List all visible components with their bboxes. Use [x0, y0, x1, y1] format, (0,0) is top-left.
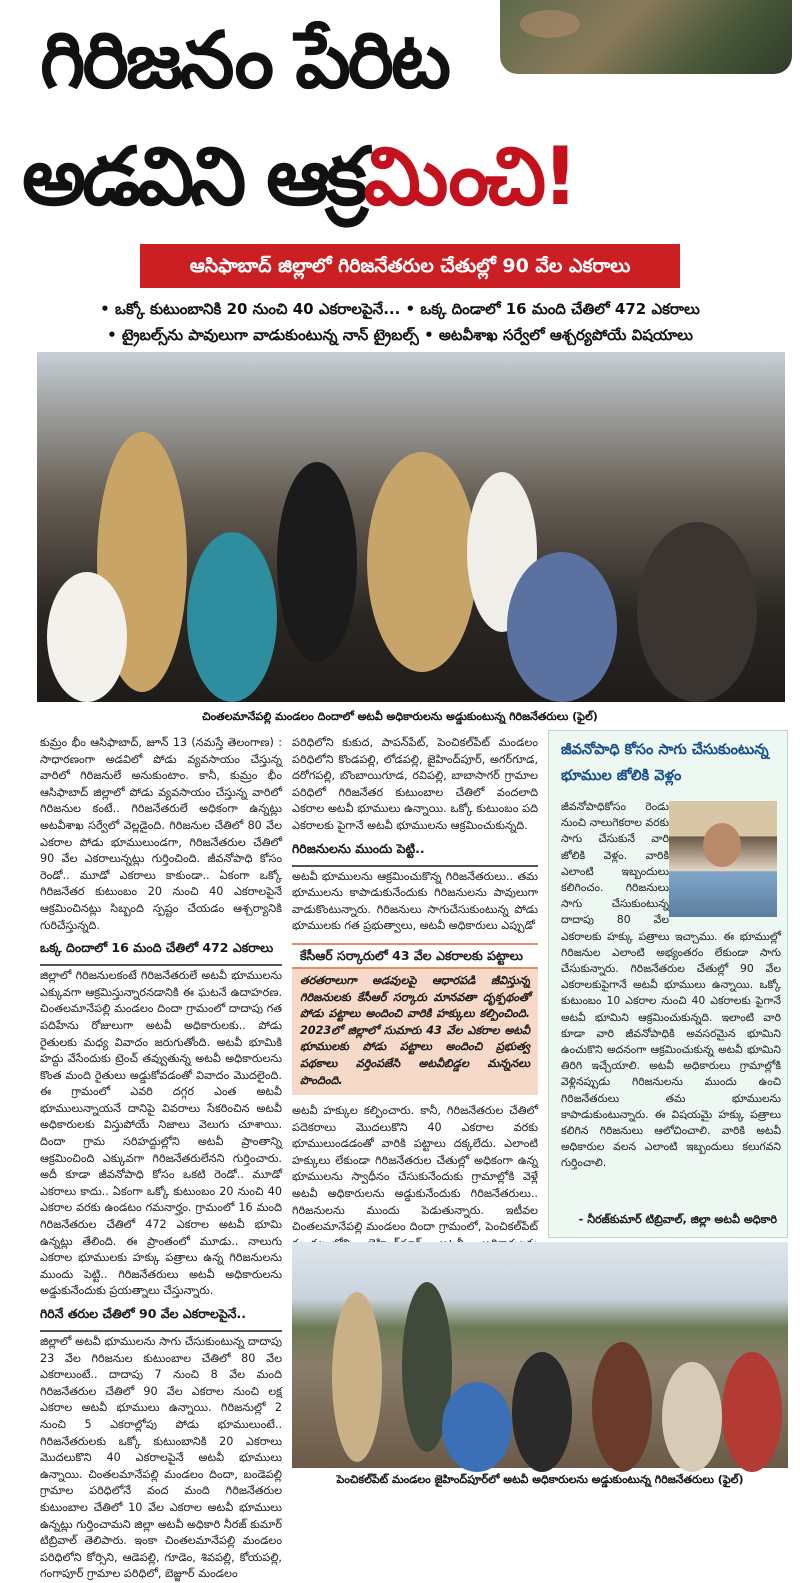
col2-para-3: అటవీ హక్కుల కల్పించారు. కానీ, గిరిజనేతరుల చేతిలో పదెకరాలు మొదలుకొని 40 ఎకరాల వరకు భూములుండడంతో వారికి పట్టాలు దక్కలేదు. ఎలాంటి హక్కులు లేకుండా గిరిజనేతరుల చేతుల్లో అధికంగా ఉన్న భూములను స్వాధీనం చేసుకునేందుకు గ్రామాల్లోకి వెళ్లే అటవీ అధికారులను అడ్డుకునేందుకు గిరిజనేతరులు.. గిరిజనులను ముందు పెడుతున్నారు. ఇటీవల చింతలమానేపల్లి మండలం దిందా గ్రామంలో, పెంచికల్‌పేట్‌	[292, 1104, 538, 1234]
highlight-line-2: • ట్రైబల్స్‌ను పావులుగా వాడుకుంటున్న నాన్‌ ట్రైబల్స్‌ • అటవీశాఖ సర్వేలో ఆశ్చర్యపోయే విషయాలు	[107, 326, 693, 344]
col1-para-3: జిల్లాలో అటవీ భూములను సాగు చేసుకుంటున్న దాదాపు 23 వేల గిరిజనుల కుటుంబాల చేతిలో 80 వేల ఎకరాలుంటే.. దాదాపు 7 నుంచి 8 వేల మంది గిరిజనేతరుల చేతిలో 90 వేల ఎకరాల నుంచి లక్ష ఎకరాల అటవీ భూములు ఉన్నాయి. గిరిజనుల్లో 2 నుంచి 5 ఎకరాల్లోపు పోడు భూములుంటే.. గిరిజనేతరులకు ఒక్కో కుటుంబానికి 20 ఎకరాలు మొదలుకొని 40 ఎకరాలపైనే అటవీ భూములు ఉన్నాయి. చింతలమానేపల్లి మండలం దిందా, బండెపల్లి గ్రామాల పరిధిలోనే వంద మంది గిరిజనేతరుల కుటుంబాల చేతిలో 10 వేల ఎకరాల అటవీ భూములు ఉన్నట్లు గుర్తించామని జిల్లా అటవీ అధికారి నీరజ్‌ కుమార్‌ టిబ్రివాల్‌ తెలిపారు. ఇంకా చింతలమానేపల్లి మండలం పరిధిలోని కోర్సిని, ఆడెపల్లి, గూడెం, శివపల్లి, కోయపల్లి, గంగాపూర్‌ గ్రామాల పరిధిలో, బెజ్జూర్‌ మండలం	[40, 1335, 282, 1581]
quote-signature: - నీరజ్‌కుమార్‌ టిబ్రివాల్‌, జిల్లా అటవీ అధికారి	[578, 1213, 777, 1227]
second-photo	[292, 1242, 788, 1468]
article-column-1	[40, 735, 282, 1581]
official-quote-box	[548, 730, 788, 1238]
kcr-info-box	[292, 943, 538, 1095]
headline-line2-red: మించి!	[363, 130, 575, 223]
highlight-line-1: • ఒక్కో కుటుంబానికి 20 నుంచి 40 ఎకరాలపైనే... • ఒక్క దిండాలో 16 మంది చేతిలో 472 ఎకరాలు	[100, 300, 700, 318]
headline-line2-black: అడవిని ఆక్ర	[22, 130, 364, 223]
officer-photo-spacer	[669, 799, 781, 919]
quote-title: జీవనోపాధి కోసం సాగు చేసుకుంటున్న భూముల జోలికి వెళ్లం	[561, 742, 769, 784]
col1-subheading-2: గిరినే తరుల చేతిలో 90 వేల ఎకరాలపైనే..	[40, 1306, 246, 1321]
second-photo-caption: పెంచికల్‌పేట్‌ మండలం జైహింద్‌పూర్‌లో అటవీ అధికారులను అడ్డుకుంటున్న గిరిజనేతరులు (ఫైల్‌)	[336, 1473, 744, 1486]
deck-banner: ఆసిఫాబాద్‌ జిల్లాలో గిరిజనేతరుల చేతుల్లో 90 వేల ఎకరాలు	[140, 244, 680, 288]
quote-text	[561, 799, 781, 1199]
headline-line2	[22, 118, 792, 236]
col1-para-2: జిల్లాలో గిరిజనులకంటే గిరిజనేతరులే అటవీ భూములను ఎక్కువగా ఆక్రమిస్తున్నారనడానికి ఈ ఘటనే ఉదాహరణ. చింతలమానేపల్లి మండలం దిందా గ్రామంలో దాదాపు గత పదిహేను రోజులుగా అటవీ అధికారులకు.. పోడు రైతులకు మధ్య వివాదం జరుగుతోంది. అటవీ భూమికి హద్దు వేసేందుకు ట్రెంచ్‌ తవ్వుతున్న అటవీ అధికారులను కొంత మంది రైతులు అడ్డుకోవడంతో వివాదం మొదలైంది. ఈ గ్రామంలో ఎవరి దగ్గర ఎంత అటవీ భూములున్నాయనే దానిపై వివరాలు సేకరించిన అటవీ అధికారులకు విస్తుపోయే నిజాలు వెలుగు చూశాయి. దిందా గ్రామ సరిహద్దుల్లోని అటవీ ప్రాంతాన్ని ఆక్రమించింది ఎక్కువగా గిరిజనేతరులేనని గుర్తించారు. అదీ కూడా జీవనోపాధి కోసం ఒకటి రెండో.. మూడో ఎకరాలు కాదు.. ఏకంగా ఒక్కో కుటుంబం 20 నుంచి 40 ఎకరాల వరకు ఉండటం గమనార్హం. గ్రామంలో 16 మంది గిరిజనేతరుల చేతిలో 472 ఎకరాల అటవీ భూమి ఉన్నట్లు తేలింది. ఈ ప్రాంతంలో మూడు.. నాలుగు ఎకరాల భూములకు హక్కు పత్రాలు ఉన్న గిరిజనులను ముందు పెట్టి.. గిరిజనేతరులు అటవీ అధికారులను అడ్డుకునేందుకు ప్రయత్నాలు చేస్తున్నారు.	[40, 969, 282, 1298]
kcr-box-text: తరతరాలుగా అడవులపై ఆధారపడి జీవిస్తున్న గిరిజనులకు కేసీఆర్‌ సర్కారు మానవతా దృక్పథంతో పోడు పట్టాలు అందించి వారికి హక్కులు కల్పించింది. 2023లో జిల్లాలో సుమారు 43 వేల ఎకరాల అటవీ భూములకు పోడు పట్టాలు అందించి ప్రభుత్వ పథకాలు వర్తింపజేసి అటవీబిడ్డల మన్ననలు పొందింది.	[300, 973, 530, 1087]
kcr-box-title: కేసీఆర్‌ సర్కారులో 43 వేల ఎకరాలకు పట్టాలు	[292, 943, 538, 969]
col2-para-2: అటవీ భూములను ఆక్రమించుకొన్న గిరిజనేతరులు.. తమ భూములను కాపాడుకునేందుకు గిరిజనులను పావులుగా వాడుకొంటున్నారు. గిరిజనులు సాగుచేసుకుంటున్న పోడు భూములకు గత ప్రభుత్వాలు, అటవీ అధికారులు ఎప్పుడో	[292, 869, 538, 933]
col1-divider-2	[40, 1330, 282, 1332]
col2-subheading-1: గిరిజనులను ముందు పెట్టి..	[292, 840, 425, 856]
col2-para-1: పరిధిలోని కుకుద, పాపన్‌పేట్‌, పెంచికల్‌పేట్‌ మండలం పరిధిలోని కొండపల్లి, లోడపల్లి, జైహింద్‌పూర్‌, అగర్‌గూడ, దరోగపల్లి, బొంబాయిగూడ, రవిపల్లి, బాబాసాగర్‌ గ్రామాల పరిధిలో గిరిజనేతర కుటుంబాల చేతిలో వందలాది ఎకరాల అటవీ భూములు ఉన్నాయి. ఒక్కో కుటుంబం పది ఎకరాలకు పైగానే అటవీ భూములను ఆక్రమించుకున్నది.	[292, 736, 538, 832]
col1-para-1: కుమ్రం భీం ఆసిఫాబాద్‌, జూన్‌ 13 (నమస్తే తెలంగాణ) : సాధారణంగా అడవిలో పోడు వ్యవసాయం చేస్తున్న వారిలో గిరిజనులే అనుకుంటాం. కానీ, కుమ్రం భీం ఆసిఫాబాద్‌ జిల్లాలో పోడు వ్యవసాయం చేస్తున్న వారిలో గిరిజనుల కంటే.. గిరిజనేతరులే అధికంగా ఉన్నట్లు అటవీశాఖ సర్వేలో వెల్లడైంది. గిరిజనుల చేతిలో 80 వేల ఎకరాల పోడు భూములుండగా, గిరిజనేతరుల చేతిలో 90 వేల ఎకరాలున్నట్లు గుర్తించింది. జీవనోపాధి కోసం రెండో.. మూడో ఎకరాలు కాకుండా.. ఏకంగా ఒక్కో గిరిజనేతర కుటుంబం 20 నుంచి 40 ఎకరాలపైనే ఆక్రమించినట్లు సిబ్బంది స్పష్టం చేయడం ఆశ్చర్యానికి గురిచేస్తున్నది.	[40, 736, 282, 932]
main-photo-caption: చింతలమానేపల్లి మండలం దిందాలో అటవీ అధికారులను అడ్డుకుంటున్న గిరిజనేతరులు (ఫైల్‌)	[202, 710, 598, 723]
quote-paragraph: జీవనోపాధికోసం రెండు నుంచి నాలుగెకరాల వరకు సాగు చేసుకునే వారి జోలికి వెళ్లం. వారికి ఎలాంటి ఇబ్బందులు కలిగించం. గిరిజనులు సాగు చేసుకుంటున్న దాదాపు 80 వేల ఎకరాలకు హక్కు పత్రాలు ఇచ్చాము. ఈ భూముల్లో గిరిజనుల ఎలాంటి అభ్యంతరం లేకుండా సాగు చేసుకున్నారు. గిరిజనేతరుల చేతుల్లో 90 వేల ఎకరాలకుపైగానే అటవీ భూములు ఉన్నాయి. ఒక్కో కుటుంబం 10 ఎకరాల నుంచి 40 ఎకరాలకు పైగానే అటవీ భూమిని ఆక్రమించుకున్నది. ఇలాంటి వారి కూడా వారి జీవనోపాధికి అవసరమైన భూమిని ఉంచుకొని అదనంగా ఆక్రమించుకున్న అటవీ భూమిని తిరిగి ఇచ్చేయాలి. అటవీ అధికారులు గ్రామాల్లోకి వెళ్లినప్పుడు గిరిజనులను ముందు ఉంచి గిరిజనేతరులు తమ భూములను కాపాడుకుంటున్నారు. ఈ విషయమై హక్కు పత్రాలు కలిగిన గిరిజనులు ఆలోచించాలి. వారికి అటవీ అధికారుల వలన ఎలాంటి ఇబ్బందులు కలుగవని గుర్తించాలి.	[561, 800, 781, 1170]
main-photo	[37, 352, 785, 702]
article-column-2	[292, 735, 538, 1235]
col2-divider-1	[292, 865, 538, 867]
headline-line1: గిరిజనం పేరిట	[40, 16, 449, 106]
top-inset-image	[500, 0, 792, 74]
col1-divider-1	[40, 964, 282, 966]
col1-subheading-1: ఒక్క దిందాలో 16 మంది చేతిలో 472 ఎకరాలు	[40, 940, 274, 956]
